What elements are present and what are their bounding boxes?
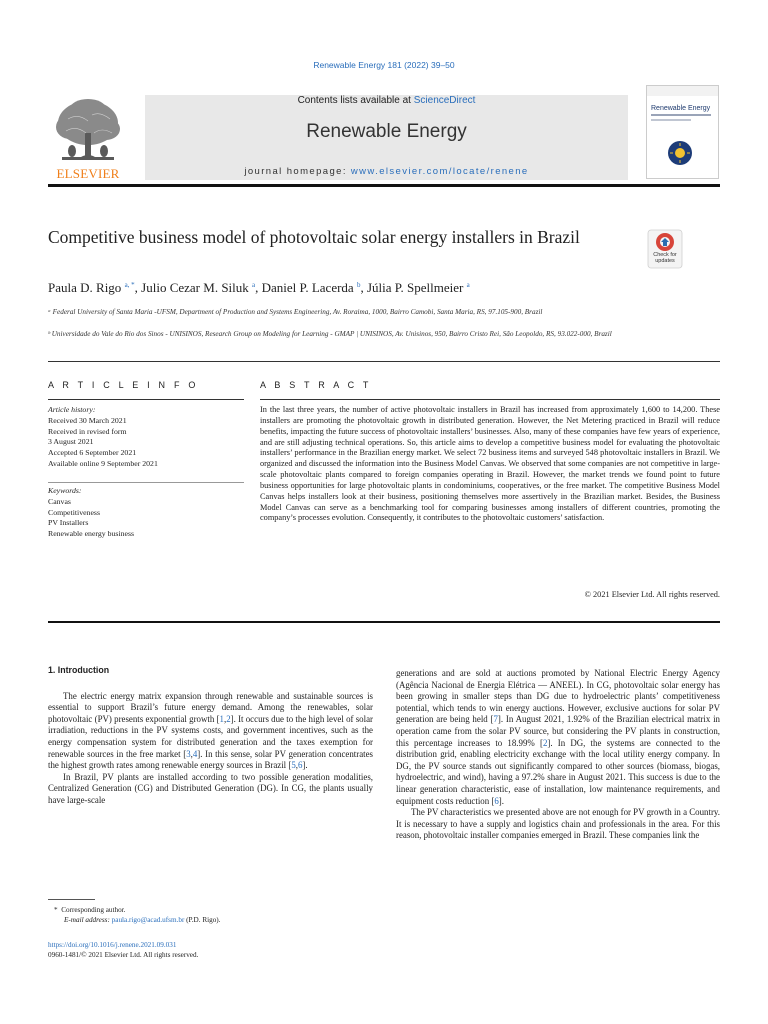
left-paragraphs (48, 691, 373, 807)
issn-copyright: 0960-1481/© 2021 Elsevier Ltd. All rights reserved. (48, 951, 199, 959)
history-item: Available online 9 September 2021 (48, 458, 158, 468)
paragraph-text: ]. (302, 760, 308, 771)
right-paragraphs (396, 668, 720, 842)
history-item: 3 August 2021 (48, 437, 94, 447)
history-item: Received in revised form (48, 426, 127, 436)
header-divider (48, 184, 720, 187)
introduction-heading: 1. Introduction (48, 665, 110, 675)
paragraph-text: ]. (498, 795, 504, 806)
citation-link[interactable]: 2 (542, 737, 548, 748)
abstract-heading: A B S T R A C T (260, 380, 372, 390)
author-separator: , (360, 280, 367, 295)
body-paragraph (396, 668, 720, 807)
check-for-updates-label[interactable]: Check for updates (653, 252, 677, 264)
body-paragraph (396, 807, 720, 842)
abstract-divider (260, 399, 720, 400)
affiliation-divider (48, 361, 720, 362)
paragraph-text: , (190, 748, 193, 759)
doi-link[interactable]: https://doi.org/10.1016/j.renene.2021.09.031 (48, 941, 177, 949)
cover-subtitle-line (651, 114, 711, 116)
keyword-item: Canvas (48, 496, 71, 506)
author-affiliation-marker[interactable]: b (356, 281, 361, 289)
citation-link[interactable]: 6 (494, 795, 499, 806)
author-separator: , (255, 280, 262, 295)
keyword-item: Competitiveness (48, 507, 100, 517)
abstract-copyright: © 2021 Elsevier Ltd. All rights reserved. (584, 590, 720, 599)
history-item: Accepted 6 September 2021 (48, 448, 137, 458)
author-affiliation-marker[interactable]: a (252, 281, 256, 289)
author-email-link[interactable]: paula.rigo@acad.ufsm.br (111, 916, 185, 924)
paragraph-text: ]. In DG, the systems are connected to the distribution grid, enabling electricity exchange with the local utility energy company. In DG, the PV source stands out significantly compared to other sources (biomass, biogas, hydroelectric, and wind), having a 97.2% share in August 2021. This success is due to the linear generation characteristic, ease of installation, low maintenance requirements, and equipment costs reduction [ (396, 737, 721, 806)
body-column-left (48, 665, 373, 807)
paragraph-text: In Brazil, PV plants are installed according to two possible generation modalities, Centralized Generation (CG) and Distributed Generation (DG). In CG, the plants usually have large-scale (48, 771, 373, 805)
paragraph-text: ]. It occurs due to the high level of solar irradiation, reductions in the PV systems costs, and government incentives, such as the energy compensation system for distributed generation and the taxes exemption for renewable sources in the free market [ (48, 713, 373, 759)
journal-cover-thumbnail[interactable] (646, 85, 719, 179)
elsevier-wordmark[interactable]: ELSEVIER (56, 166, 120, 181)
footnote-marker: * (54, 906, 58, 914)
citation-link[interactable]: 7 (493, 714, 498, 725)
paper-title: Competitive business model of photovoltaic solar energy installers in Brazil (48, 227, 580, 247)
email-label: E-mail address: (64, 916, 110, 924)
history-title: Article history: (48, 405, 96, 414)
citation-link[interactable]: 5 (291, 760, 296, 771)
author-affiliation-marker[interactable]: a (466, 281, 470, 289)
cover-sun-graphic-icon (659, 138, 701, 168)
citation-link[interactable]: 6 (297, 760, 303, 771)
journal-reference[interactable]: Renewable Energy 181 (2022) 39–50 (313, 60, 455, 70)
paragraph-text: The electric energy matrix expansion through renewable and sustainable sources is essential to support Brazil’s future energy demand. Among the renewables, solar photovoltaic (PV) presents exponential growth [ (48, 690, 373, 724)
body-paragraph (48, 772, 373, 807)
cover-top-band (647, 86, 718, 96)
journal-title: Renewable Energy (306, 121, 467, 142)
abstract-text: In the last three years, the number of active photovoltaic installers in Brazil has increased from approximately 1,600 to 14,200. These installers are promoting the photovoltaic growth in distributed generation. However, the Net Metering practiced in Brazil will reduce benefits, impacting the future success of photovoltaic installers’ businesses. Also, many of these companies have few years of experience, and are still adjusting technical operations. So, this article aims to develop a competitive business model for evaluating the photovoltaic installers’ performance in the Brazilian energy market. We select 72 business items and surveyed 548 photovoltaic installers in Brazil. We organized and discussed the information into the Business Model Canvas. We observed that some companies are not competitive in large-scale photovoltaic plants compared to foreign companies operating in Brazil. However, the market trends we found point to future business opportunities for large photovoltaic plants in condominiums, cooperatives, or the free market. The competitive Business Model Canvas helps installers look at their business, positioning themselves more assertively in the Brazilian market. Besides, the Business Model Canvas can serve as a benchmarking tool for comparing businesses among installers of different countries, promoting the company’s processes evolution. Consequently, it contributes to the photovoltaic customers’ satisfaction. (260, 405, 720, 523)
contents-line (145, 95, 628, 106)
corresponding-author-footnote (48, 905, 378, 925)
author-name[interactable]: Julio Cezar M. Siluk (141, 280, 253, 295)
keyword-item: Renewable energy business (48, 529, 135, 539)
author-name[interactable]: Júlia P. Spellmeier (366, 280, 467, 295)
citation-link[interactable]: 3 (186, 748, 191, 759)
paragraph-text: ]. In August 2021, 1.92% of the Brazilian electrical matrix in operation came from the solar PV source, but considering the PV plants in construction, this percentage increases to 18.99% [ (396, 714, 720, 748)
paragraph-text: The PV characteristics we presented above are not enough for PV growth in a Country. It is necessary to have a supply and logistics chain and professionals in the area. For this reason, photovoltaic installer companies emerged in Brazil. These companies link the (396, 807, 720, 841)
author-separator: , (134, 280, 142, 295)
paragraph-text: , (223, 713, 227, 724)
article-info-divider (48, 399, 244, 400)
affiliation-a: ᵃ Federal University of Santa Maria -UFSM, Department of Production and Systems Engineering, Av. Roraima, 1000, Bairro Camobi, Santa Maria, RS, 97.105-900, Brazil (48, 308, 543, 316)
keywords-block (48, 486, 244, 540)
contents-prefix: Contents lists available at (297, 95, 414, 106)
author-affiliation-marker[interactable]: a, * (124, 281, 135, 289)
footnote-divider (48, 899, 95, 900)
author-name[interactable]: Paula D. Rigo (48, 280, 125, 295)
article-history (48, 405, 244, 470)
body-paragraph (48, 691, 373, 772)
article-info-heading: A R T I C L E I N F O (48, 380, 199, 390)
author-name[interactable]: Daniel P. Lacerda (261, 280, 357, 295)
paragraph-text: ]. In this sense, solar PV generation concentrates the highest growth rates among renewable energy sources in Brazil [ (48, 748, 373, 771)
email-owner: (P.D. Rigo). (186, 916, 221, 924)
keywords-title: Keywords: (48, 486, 82, 495)
affiliation-b: ᵇ Universidade do Vale do Rio dos Sinos - UNISINOS, Research Group on Modeling for Learning - GMAP | UNISINOS, Av. Unisinos, 950, Bairro Cristo Rei, São Leopoldo, RS, 93.022-000, Brazil (48, 330, 612, 338)
cover-subtitle-line-2 (651, 119, 691, 121)
journal-homepage-link[interactable]: www.elsevier.com/locate/renene (350, 166, 529, 177)
paragraph-text: , (295, 760, 298, 771)
citation-link[interactable]: 4 (192, 748, 198, 759)
citation-link[interactable]: 1 (219, 713, 224, 724)
paragraph-text: generations and are sold at auctions promoted by National Electric Energy Agency (Agência Nacional de Energia Elétrica — ANEEL). In CG, photovoltaic solar energy has been growing in smaller steps than DG due to hydroelectric plants’ competitiveness potential, which tends to win energy auctions. However, exclusive auctions for solar PV generation are being held [ (396, 668, 720, 725)
body-column-right (396, 668, 720, 842)
keywords-divider (48, 482, 244, 483)
abstract-bottom-divider (48, 621, 720, 623)
homepage-prefix: journal homepage: (244, 166, 351, 177)
author-list (48, 280, 720, 296)
sciencedirect-link[interactable]: ScienceDirect (413, 95, 476, 106)
citation-link[interactable]: 2 (226, 713, 231, 724)
keyword-item: PV Installers (48, 518, 89, 528)
footnote-corresponding: Corresponding author. (61, 906, 126, 914)
journal-homepage-line (145, 166, 628, 177)
history-item: Received 30 March 2021 (48, 415, 127, 425)
cover-title: Renewable Energy (651, 105, 711, 112)
